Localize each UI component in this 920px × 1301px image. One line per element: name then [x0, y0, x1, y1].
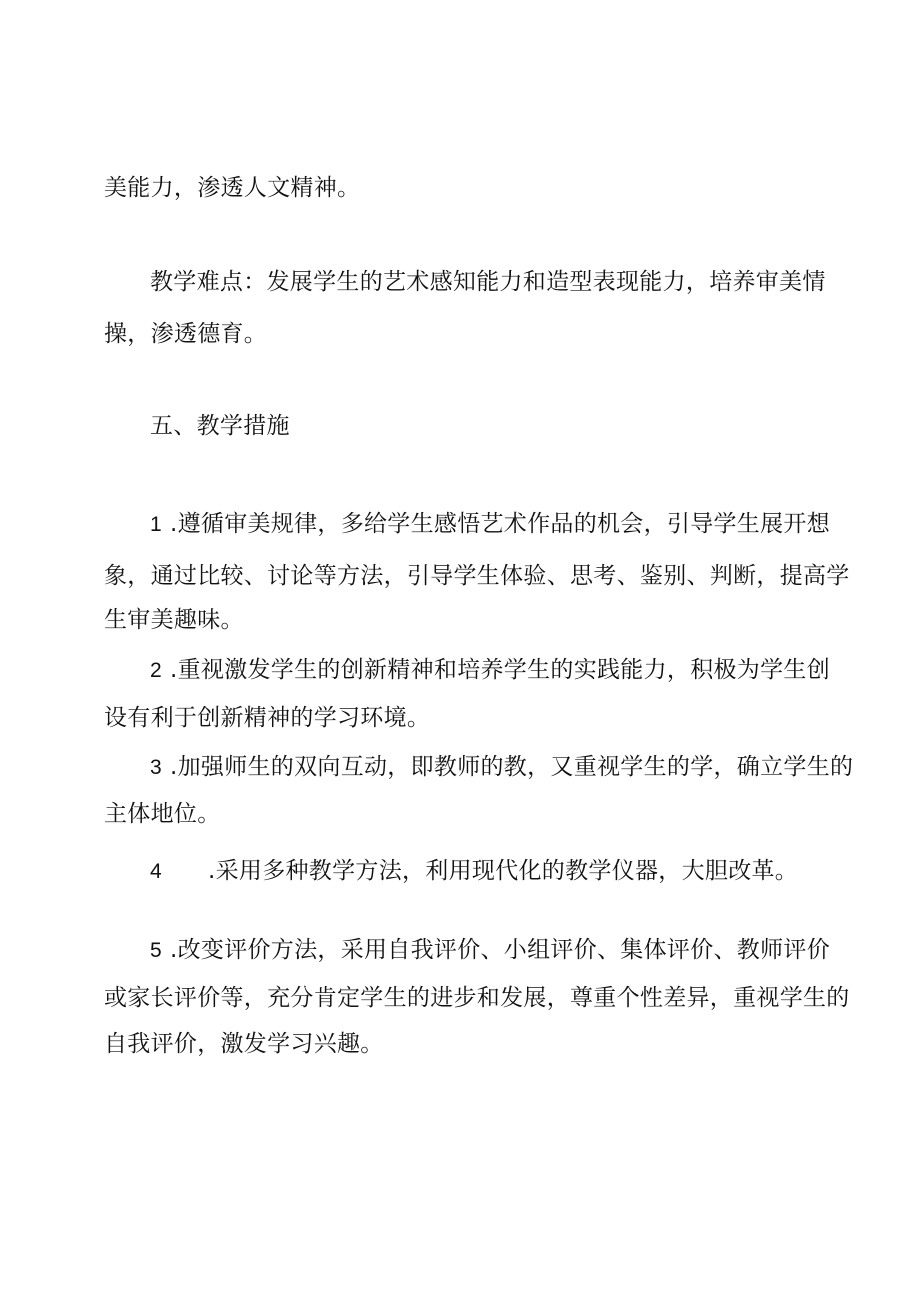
measure-2-number: 2 [150, 659, 162, 682]
measure-5-line-1 [150, 936, 830, 965]
measure-1-number: 1 [150, 513, 162, 536]
measure-5-line-2: 或家长评价等，充分肯定学生的进步和发展，尊重个性差异，重视学生的 [104, 985, 850, 1011]
measure-2-line-2: 设有利于创新精神的学习环境。 [104, 705, 431, 731]
measure-5-text: .改变评价方法，采用自我评价、小组评价、集体评价、教师评价 [170, 937, 831, 963]
measure-3-line-2: 主体地位。 [104, 801, 221, 827]
difficulty-line-1: 教学难点：发展学生的艺术感知能力和造型表现能力，培养审美情 [150, 269, 826, 295]
measure-4-text: .采用多种教学方法，利用现代化的教学仪器，大胆改革。 [208, 858, 799, 884]
measure-1-line-3: 生审美趣味。 [104, 607, 244, 633]
measure-3-number: 3 [150, 756, 162, 779]
intro-line: 美能力，渗透人文精神。 [104, 175, 361, 201]
difficulty-line-2: 操，渗透德育。 [104, 321, 268, 347]
section-heading: 五、教学措施 [150, 413, 290, 439]
measure-4-line-1 [150, 857, 798, 886]
measure-1-line-2: 象，通过比较、讨论等方法，引导学生体验、思考、鉴别、判断，提高学 [104, 563, 850, 589]
measure-1-text: .遵循审美规律，多给学生感悟艺术作品的机会，引导学生展开想 [170, 511, 831, 537]
measure-3-line-1 [150, 753, 853, 782]
measure-4-number: 4 [150, 860, 162, 883]
measure-1-line-1 [150, 510, 830, 539]
measure-5-number: 5 [150, 939, 162, 962]
measure-2-text: .重视激发学生的创新精神和培养学生的实践能力，积极为学生创 [170, 657, 831, 683]
measure-2-line-1 [150, 656, 830, 685]
measure-3-text: .加强师生的双向互动，即教师的教，又重视学生的学，确立学生的 [170, 754, 854, 780]
measure-5-line-3: 自我评价，激发学习兴趣。 [104, 1031, 384, 1057]
